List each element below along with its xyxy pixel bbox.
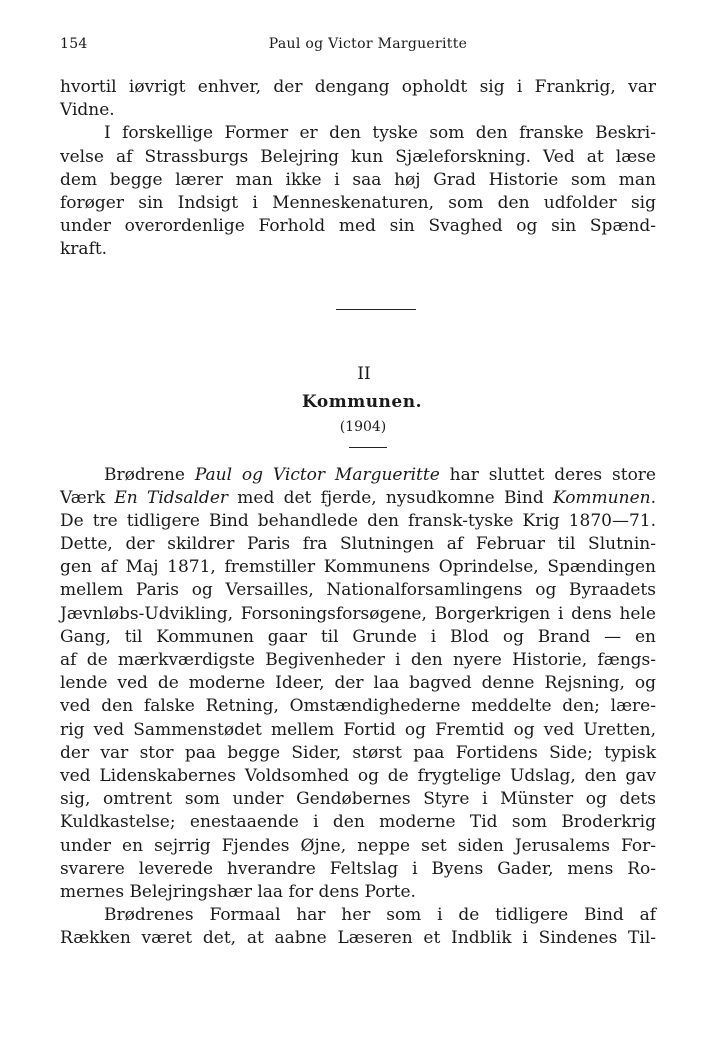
- paragraph: [60, 122, 656, 261]
- text-line: De tre tidligere Bind behandlede den fransk-tyske Krig 1870—71.: [60, 510, 656, 531]
- author-names: Paul og Victor Margueritte: [194, 464, 440, 485]
- text-line: mellem Paris og Versailles, Nationalforsamlingens og Byraadets: [60, 580, 656, 601]
- text-line: I forskellige Former er den tyske som den franske Beskri-: [104, 123, 656, 144]
- text-line: sig, omtrent som under Gendøbernes Styre i Münster og dets: [60, 789, 656, 810]
- text-line: [60, 487, 656, 510]
- text-line: der var stor paa begge Sider, størst paa Fortidens Side; typisk: [60, 742, 656, 763]
- paragraph-continuation: [60, 76, 656, 122]
- text-line: Kuldkastelse; enestaaende i den moderne Tid som Broderkrig: [60, 812, 656, 833]
- text-run: .: [650, 487, 656, 508]
- work-title: En Tidsalder: [114, 487, 229, 508]
- text-line: kraft.: [60, 239, 108, 260]
- page-header: [60, 36, 656, 64]
- text-line: rig ved Sammenstødet mellem Fortid og Fremtid og ved Uretten,: [60, 719, 656, 740]
- paragraph: [60, 464, 656, 905]
- text-line: lende ved de moderne Ideer, der laa bagved denne Rejsning, og: [60, 673, 656, 694]
- text-run: har sluttet deres store: [439, 464, 656, 485]
- section-title: Kommunen.: [301, 391, 423, 412]
- text-line: ved Lidenskabernes Voldsomhed og de frygtelige Udslag, den gav: [60, 765, 656, 786]
- text-line: Brødrenes Formaal har her som i de tidligere Bind af: [104, 905, 656, 926]
- text-line: dem begge lærer man ikke i saa høj Grad Historie som man: [60, 169, 656, 190]
- text-line: ved den falske Retning, Omstændighederne meddelte den; lære-: [60, 696, 656, 717]
- text-line: Rækken været det, at aabne Læseren et Indblik i Sindenes Til-: [60, 928, 656, 949]
- text-run: Værk: [60, 487, 115, 508]
- text-line: velse af Strassburgs Belejring kun Sjæleforskning. Ved at læse: [60, 146, 656, 167]
- paragraph: [60, 904, 656, 950]
- text-line: svarere leverede hverandre Feltslag i Byens Gader, mens Ro-: [60, 858, 656, 879]
- text-line: gen af Maj 1871, fremstiller Kommunens Oprindelse, Spændingen: [60, 557, 656, 578]
- page-number: 154: [60, 36, 88, 52]
- text-line: Gang, til Kommunen gaar til Grunde i Blod og Brand — en: [60, 626, 656, 647]
- text-run: Brødrene: [104, 464, 195, 485]
- section-year: (1904): [339, 418, 387, 435]
- section-numeral: II: [357, 363, 371, 384]
- volume-title: Kommunen: [552, 487, 651, 508]
- text-line: Vidne.: [60, 100, 115, 121]
- section-divider: [336, 309, 416, 310]
- text-line: Jævnløbs-Udvikling, Forsoningsforsøgene, Borgerkrigen i dens hele: [60, 603, 656, 624]
- text-line: af de mærkværdigste Begivenheder i den nyere Historie, fængs-: [60, 650, 656, 670]
- text-line: under en sejrrig Fjendes Øjne, neppe set siden Jerusalems For-: [60, 835, 656, 856]
- text-line: forøger sin Indsigt i Menneskenaturen, som den udfolder sig: [60, 192, 656, 213]
- book-page: [60, 36, 656, 950]
- text-run: med det fjerde, nysudkomne Bind: [228, 487, 553, 508]
- text-line: Dette, der skildrer Paris fra Slutningen af Februar til Slutnin-: [60, 534, 656, 555]
- text-line: mernes Belejringshær laa for dens Porte.: [60, 881, 416, 902]
- running-title: Paul og Victor Margueritte: [268, 36, 468, 52]
- text-line: [60, 464, 656, 487]
- text-line: hvortil iøvrigt enhver, der dengang opholdt sig i Frankrig, var: [60, 77, 656, 97]
- title-divider: [349, 447, 387, 448]
- text-line: under overordenlige Forhold med sin Svaghed og sin Spænd-: [60, 216, 656, 237]
